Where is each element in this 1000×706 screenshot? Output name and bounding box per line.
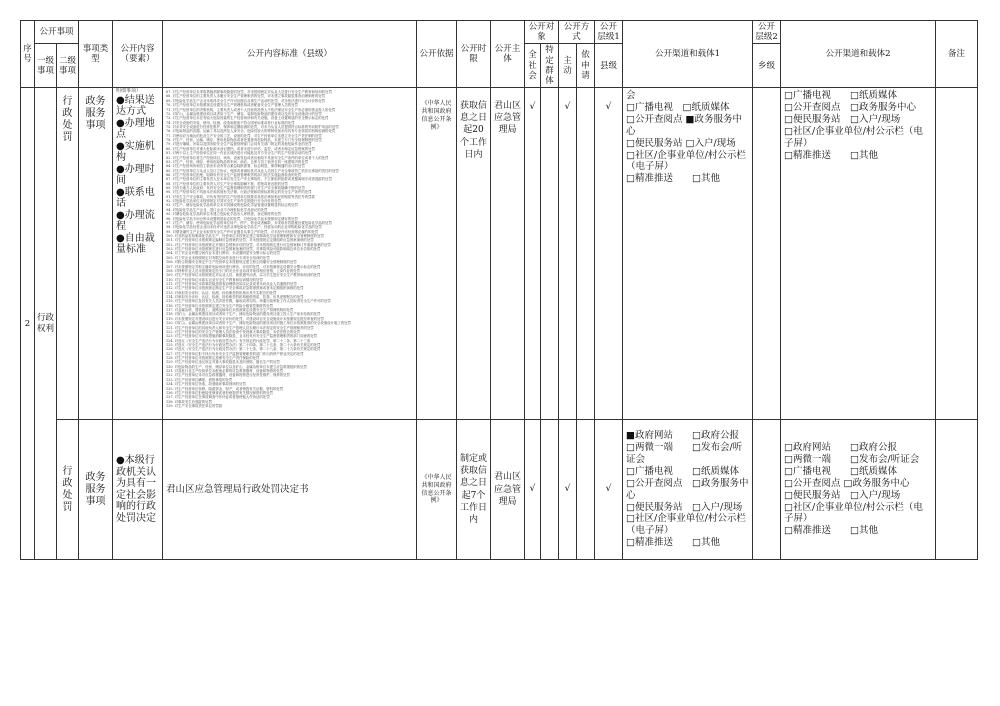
channel1-line: □精准推送 □其他: [626, 537, 720, 549]
remark-cell: [936, 88, 978, 420]
standard-line: 78. 对生产、经营、运输、储存、使用危险物品或者处置废弃危险物品，未建立专门安全管理制度的处罚: [166, 138, 322, 143]
standard-line: 75. 对未对安全设备进行经常性维护、保养和定期检测的处罚，对未为从业人员提供符合标准的劳动防护用品的处罚: [166, 125, 339, 129]
standard-line: 113. 对承担安全评价、认证、检测、检验职责的机构出具失实报告的处罚: [166, 290, 277, 295]
channel1-line: □精准推送 □其他: [626, 173, 720, 185]
channel1-line: □广播电视 □纸质媒体: [626, 465, 739, 477]
standard-line: 106. 对粉尘防爆安全规定中生产经营单位未按照规定建立粉尘防爆安全管理制度的处罚: [166, 260, 297, 265]
standard-line: 76. 对危险物品的容器、运输工具以及涉及人身安全、危险性较大的特种设备未经具有专业资质的机构检测的处罚: [166, 129, 336, 134]
channel1-line: □两微一端 □发布会/听证会: [626, 442, 743, 465]
standard-line: 125. 对违反《安全生产违法行为行政处罚办法》第二十四条、第二十五条、第二十六条有关规定的处罚: [166, 342, 321, 347]
level2-cell: 行政处罚: [57, 88, 79, 420]
header-layer1: 公开层级1: [595, 21, 623, 44]
channel2-line: □便民服务站 □入户/现场: [784, 113, 901, 125]
standard-line: 94. 对危险化学品生产企业、进口企业不办理危险化学品登记的处罚: [166, 207, 268, 212]
time-limit-cell: 制定或获取信息之日起7个工作日内: [457, 420, 491, 560]
standard-line: 69. 对危险化学品生产企业未取得安全生产许可证擅自从事生产活动的处罚，对未依法进行安全评价的处罚: [166, 98, 326, 103]
header-time-limit: 公开时限: [457, 21, 491, 88]
standard-line: 107. 对未按照规定对粉尘爆炸危险场所进行辨识、评估的处罚，对未按照规定设置安全警示标志的处罚: [166, 264, 321, 269]
channel2-line: □精准推送 □其他: [784, 525, 878, 537]
standard-line: 117. 对金属冶炼、建筑施工、道路运输单位未按照规定设置安全生产管理机构的处罚: [166, 308, 294, 313]
standard-line: 90. 对生产经营单位不具备本法和其他有关法律、行政法规和国家标准规定的安全生产条件的处罚: [166, 190, 312, 195]
channel2-line: □社区/企事业单位/村公示栏（电子屏）: [784, 125, 923, 149]
standard-line: 84. 对生产经营场所和员工宿舍未设有符合紧急疏散需要、标志明显、保持畅通的出口的处罚: [166, 164, 305, 169]
channel1-line: □便民服务站 □入户/现场: [626, 501, 743, 513]
header-remark: 备注: [936, 21, 978, 88]
standard-line: 103. 对生产经营单位未按照规定进行应急预案备案的处罚，对事故风险可能影响周边单位未告知的处罚: [166, 247, 321, 252]
standard-line: 93. 对生产、储存危险化学品的单位未对其铺设的危险化学品管道设置明显的标志的处罚: [166, 203, 298, 208]
target-group-cell: [541, 88, 559, 420]
standard-line: 134. 对生产经营单位伪造、故意破坏事故现场的处罚: [166, 382, 246, 387]
basis-cell: 《中华人民共和国政府信息公开条例》: [417, 88, 457, 420]
standard-line: 72. 对矿山、金属冶炼建设项目或者用于生产、储存、装卸危险物品的建设项目没有安全设施设计的处罚: [166, 111, 322, 116]
standard-line: 138. 对事故发生后逃匿的处罚: [166, 399, 212, 404]
content-item-7: ●自由裁量标准: [116, 232, 155, 256]
channel1-line: □广播电视 □纸质媒体: [626, 102, 730, 113]
standard-line: 81. 对两个以上生产经营单位在同一作业区域内进行可能危及对方安全生产的生产经营活动的处罚: [166, 151, 312, 156]
header-channel1: 公开渠道和载体1: [623, 21, 753, 88]
standard-line: 98. 对危险化学品经营企业向未经许可违法从事危险化学品生产、经营活动的企业采购危险化学品的处罚: [166, 225, 322, 230]
time-limit-cell: 获取信息之日起20个工作日内: [457, 88, 491, 420]
standard-line: 96. 对危险化学品专用仓库未设置明显标志的处罚，对危险化学品未按照规定储存的处罚: [166, 216, 298, 221]
header-target-all: 全社会: [525, 44, 541, 88]
standard-line: 108. 对特种作业人员未按照规定经专门的安全作业培训并取得相应资格，上岗作业的处罚: [166, 268, 301, 273]
standard-line: 110. 对生产经营单位未如实记录安全生产教育和培训情况的处罚: [166, 277, 263, 282]
channel2-line: □政府网站 □政府公报: [784, 442, 897, 454]
standard-line: 83. 对生产、经营、储存、使用危险物品的车间、商店、仓库与员工宿舍在同一座建筑内的处罚: [166, 159, 309, 164]
header-seq: 序号: [21, 21, 35, 88]
channel1-line: ■政府网站 □政府公报: [626, 430, 739, 442]
layer1-cell: √: [595, 88, 623, 420]
header-layer2: 公开层级2: [753, 21, 781, 44]
standard-lines: [166, 90, 413, 408]
standard-line: 88. 对生产经营单位的主要负责人对生产安全事故隐瞒不报、谎报或者迟报的处罚: [166, 181, 288, 186]
standard-line: 99. 对烟花爆竹生产企业未取得安全生产许可证擅自从事生产的处罚，对未经许可经营烟花爆竹的处罚: [166, 229, 319, 234]
standard-cell: 君山区应急管理局行政处罚决定书: [163, 420, 417, 560]
header-method: 公开方式: [559, 21, 595, 44]
standard-line: 128. 对生产经营单位未按照规定投保安全生产责任保险的处罚: [166, 356, 260, 361]
standard-line: 119. 对未按照规定对建设项目进行安全评价的处罚，对建设项目安全设施设计未按照规定报经审查的处罚: [166, 316, 324, 321]
content-item-1: ●结果送达方式: [116, 94, 155, 118]
header-standard: 公开内容标准（县级）: [163, 21, 417, 88]
standard-line: 118. 对矿山、金属冶炼建设项目或者用于生产、储存危险物品的建设项目竣工投入生产前未验收的处罚: [166, 312, 321, 317]
header-layer2-town: 乡级: [753, 44, 781, 88]
channel2-line: □精准推送 □其他: [784, 149, 878, 161]
standard-line: 122. 对生产经营单位的安全生产管理人员在检查中发现重大事故隐患，未依法报告的处罚: [166, 329, 301, 334]
subject-cell: 君山区应急管理局: [491, 420, 525, 560]
channel2-line: □两微一端 □发布会/听证会: [784, 454, 920, 465]
standard-line: 104. 对工贸企业有限空间作业未进行辨识、未设置明显安全警示标志的处罚: [166, 251, 280, 256]
table-row: [21, 88, 978, 420]
standard-line: 89. 对有关地方人民政府、负有安全生产监督管理职责的部门对生产安全事故隐瞒不报的处罚: [166, 186, 305, 191]
channel2-cell: [781, 88, 936, 420]
target-all-cell: √: [525, 420, 541, 560]
channel1-line: 会: [626, 90, 636, 102]
standard-line: 71. 对生产经营单位的决策机构、主要负责人或者个人经营的投资人不依法保证安全生产所必需的资金投入的处罚: [166, 107, 336, 112]
standard-line: 130. 对危险物品的生产、经营、储存单位以及矿山、金属冶炼单位未建立应急救援组织的处罚: [166, 364, 307, 369]
header-method-active: 主动: [559, 44, 577, 88]
level2-cell: 行政处罚: [57, 420, 79, 560]
header-target: 公开对象: [525, 21, 559, 44]
content-item-5: ●联系电话: [116, 186, 155, 210]
standard-line: 73. 对生产经营单位未在有较大危险因素的生产经营场所和有关设施、设备上设置明显的安全警示标志的处罚: [166, 116, 329, 121]
standard-line: 101. 对生产经营单位未按照规定编制应急预案的处罚，对未按照规定定期组织应急预案演练的处罚: [166, 238, 314, 243]
header-method-request: 依申请: [577, 44, 595, 88]
target-all-cell: √: [525, 88, 541, 420]
channel2-line: □广播电视 □纸质媒体: [784, 90, 897, 102]
header-basis: 公开依据: [417, 21, 457, 88]
method-active-cell: √: [559, 420, 577, 560]
header-public-items: 公开事项: [35, 21, 79, 44]
content-item-6: ●办理流程: [116, 209, 155, 233]
channel1-cell: [623, 88, 753, 420]
header-target-group: 特定群体: [541, 44, 559, 88]
method-active-cell: √: [559, 88, 577, 420]
header-channel2: 公开渠道和载体2: [781, 21, 936, 88]
channel1-line: □便民服务站 □入户/现场: [626, 137, 736, 149]
table-row: [21, 420, 978, 560]
standard-line: 86. 对生产经营单位拒绝、阻碍负有安全生产监督管理职责的部门依法实施监督检查的处罚: [166, 172, 302, 177]
channel1-cell: [623, 420, 753, 560]
standard-line: 92. 对危险化学品单位未按照规定对其安全生产条件定期进行安全评价的处罚: [166, 199, 281, 204]
header-level2: 二级事项: [57, 44, 79, 88]
standard-list-cell: [163, 88, 417, 420]
channel1-line: □公开查阅点 □政务服务中心: [626, 477, 749, 501]
standard-line: 79. 对进行爆破、吊装以及国务院安全生产监督管理部门会同有关部门规定的其他危险作业的处罚: [166, 142, 312, 147]
standard-line: 100. 对非药品类易制毒化学品生产、经营单位未按规定建立易制毒化学品管理制度和安全管理制度的处罚: [166, 233, 324, 238]
standard-line: 123. 对生产经营单位未采取措施消除事故隐患，且未经负有安全生产监督管理职责的部门同意的处罚: [166, 334, 318, 339]
channel2-line: □社区/企事业单位/村公示栏（电子屏）: [784, 501, 923, 525]
layer1-cell: √: [595, 420, 623, 560]
standard-line: 80. 对生产经营单位对重大危险源未登记建档，或者未进行评估、监控，或者未制定应急预案的处罚: [166, 146, 315, 151]
standard-line: 115. 对生产经营单位及其有关人员弄虚作假，骗取或者勾结、串通行政审批工作人员取得安全生产许可的处罚: [166, 299, 331, 304]
channel2-line: □公开查阅点 □政务服务中心: [784, 102, 916, 113]
standard-line: 67. 对生产经营单位未采取措施消除事故隐患的处罚，对未按照规定对从业人员进行安全生产教育和培训的处罚: [166, 90, 332, 95]
standard-line: 70. 对生产经营单位未按照规定设置安全生产管理机构或者配备安全生产管理人员的处罚: [166, 103, 298, 108]
header-row-1: [21, 21, 978, 44]
level1-cell: 行政权利: [35, 88, 57, 560]
standard-line: 112. 对生产经营单位未按照规定制定生产安全事故应急救援预案或者未定期组织演练的处罚: [166, 286, 304, 291]
standard-line: 109. 对生产经营单位未按照规定对从业人员、被派遣劳动者、实习学生进行安全生产教育和培训的处罚: [166, 273, 321, 278]
standard-line: 97. 对生产、储存、使用危险化学品的单位转产、停产、停业或者解散，未采取有效措施处置危险化学品的处罚: [166, 220, 332, 225]
standard-line: 132. 对生产经营单位未对应急救援器材、设备和物资进行经常性维护、保养的处罚: [166, 373, 290, 378]
standard-line: 114. 对承担安全评价、认证、检测、检验职责的机构租借资质、挂靠、出具虚假报告的处罚: [166, 295, 304, 300]
item-type-cell: 政务服务事项: [79, 420, 113, 560]
content-item-3: ●实施机构: [116, 140, 155, 164]
header-content: 公开内容（要素）: [113, 21, 163, 88]
remark-cell: [936, 420, 978, 560]
standard-line: 77. 对使用应当淘汰的危及生产安全的工艺、设备的处罚，对生产经营单位未建立安全生产责任制的处罚: [166, 133, 322, 138]
standard-line: 85. 对生产经营单位与从业人员订立协议，免除或者减轻其对从业人员因生产安全事故伤亡依法应承担的责任的处罚: [166, 168, 339, 173]
disclosure-table: [20, 20, 978, 560]
channel2-line: □公开查阅点 □政务服务中心: [784, 477, 910, 489]
channel2-line: □广播电视 □纸质媒体: [784, 465, 897, 477]
content-head: 明细事项）: [116, 88, 142, 95]
channel1-line: □社区/企事业单位/村公示栏（电子屏）: [626, 513, 746, 537]
standard-line: 111. 对生产经营单位未将事故隐患排查治理情况如实记录或者未向从业人员通报的处罚: [166, 281, 297, 286]
standard-line: 68. 对生产经营单位的主要负责人未履行安全生产管理职责的处罚，对未建立事故隐患排查治理制度的处罚: [166, 94, 326, 99]
channel1-line: □公开查阅点 ■政务服务中心: [626, 113, 743, 137]
standard-line: 87. 对生产经营单位的主要负责人在本单位发生生产安全事故时，不立即组织抢救或者擅离职守或者逃匿的处罚: [166, 177, 332, 182]
standard-line: 121. 对生产经营单位的其他负责人和安全生产管理人员未履行本法规定的安全生产管理职责的处罚: [166, 325, 314, 330]
standard-line: 105. 对工贸企业未按照规定对有限空间作业进行专项安全培训的处罚: [166, 255, 270, 260]
content-item-2: ●办理地点: [116, 117, 155, 141]
standard-line: 139. 对生产安全事故责任单位的罚款: [166, 404, 223, 408]
standard-line: 116. 对生产经营单位未按照规定建立安全生产风险分级管控制度的处罚: [166, 303, 273, 308]
standard-line: 127. 对生产经营单位拒不执行负有安全生产监督管理职责的部门作出的停产停业决定的处罚: [166, 351, 304, 356]
content-cell: [113, 88, 163, 420]
layer2-cell: [753, 88, 781, 420]
standard-line: 74. 对安全设备的安装、使用、检测、改造和报废不符合国家标准或者行业标准的处罚: [166, 120, 295, 125]
standard-line: 102. 对生产经营单位未按照规定开展应急预案评估的处罚，对未按照规定进行应急预案修订并重新备案的处罚: [166, 242, 331, 247]
channel2-line: □便民服务站 □入户/现场: [784, 489, 901, 501]
channel2-cell: [781, 420, 936, 560]
subject-cell: 君山区应急管理局: [491, 88, 525, 420]
layer2-cell: [753, 420, 781, 560]
seq-cell: 2: [21, 88, 35, 560]
standard-line: 137. 对生产经营单位在事故调查中作伪证或者指使他人作伪证的处罚: [166, 395, 270, 400]
standard-line: 129. 对生产经营单位违反规定对重大事故隐患未及时消除、擅自生产的处罚: [166, 360, 280, 365]
content-item-1: ●本级行政机关认为具有一定社会影响的行政处罚决定: [116, 455, 157, 524]
content-item-4: ●办理时间: [116, 163, 155, 187]
header-subject: 公开主体: [491, 21, 525, 88]
standard-line: 133. 对生产经营单位瞒报、谎报事故的处罚: [166, 377, 233, 382]
header-layer1-county: 县级: [595, 44, 623, 88]
method-request-cell: [577, 88, 595, 420]
header-level1: 一级事项: [35, 44, 57, 88]
target-group-cell: [541, 420, 559, 560]
standard-line: 120. 对矿山、金属冶炼建设项目或者用于生产、储存危险物品的建设项目的施工单位未按照批准的安全设施设计施工的处罚: [166, 321, 351, 326]
basis-cell: 《中华人民共和国政府信息公开条例》: [417, 420, 457, 560]
standard-line: 95. 对储存危险化学品的单位未建立危险化学品出入库核查、登记制度的处罚: [166, 212, 281, 217]
standard-line: 135. 对生产经营单位转移、隐匿资金、财产，或者销毁有关证据、资料的处罚: [166, 386, 284, 391]
content-cell: [113, 420, 163, 560]
header-item-type: 事项类型: [79, 21, 113, 88]
standard-line: 124. 对违反《安全生产违法行为行政处罚办法》有关规定的行政处罚，第二十二条、第二十三条: [166, 338, 311, 343]
standard-line: 131. 对高危行业生产经营单位未配备必要的应急救援器材、设备和物资的处罚: [166, 369, 284, 374]
standard-line: 126. 对违反《安全生产违法行为行政处罚办法》第二十七条、第二十八条、第二十九条有关规定的处罚: [166, 347, 321, 352]
item-type-cell: 政务服务事项: [79, 88, 113, 420]
standard-line: 82. 对生产经营单位将生产经营项目、场所、设备发包或者出租给不具备安全生产条件的单位或者个人的处罚: [166, 155, 329, 160]
method-request-cell: [577, 420, 595, 560]
standard-line: 136. 对生产经营单位拒绝接受调查或者拒绝提供有关情况和资料的处罚: [166, 390, 273, 395]
standard-line: 91. 对发生生产安全事故，对负有责任的生产经营单位除要求其依法承担相应的赔偿等责任外的罚款: [166, 194, 315, 199]
channel1-line: □社区/企事业单位/村公示栏（电子屏）: [626, 149, 746, 173]
